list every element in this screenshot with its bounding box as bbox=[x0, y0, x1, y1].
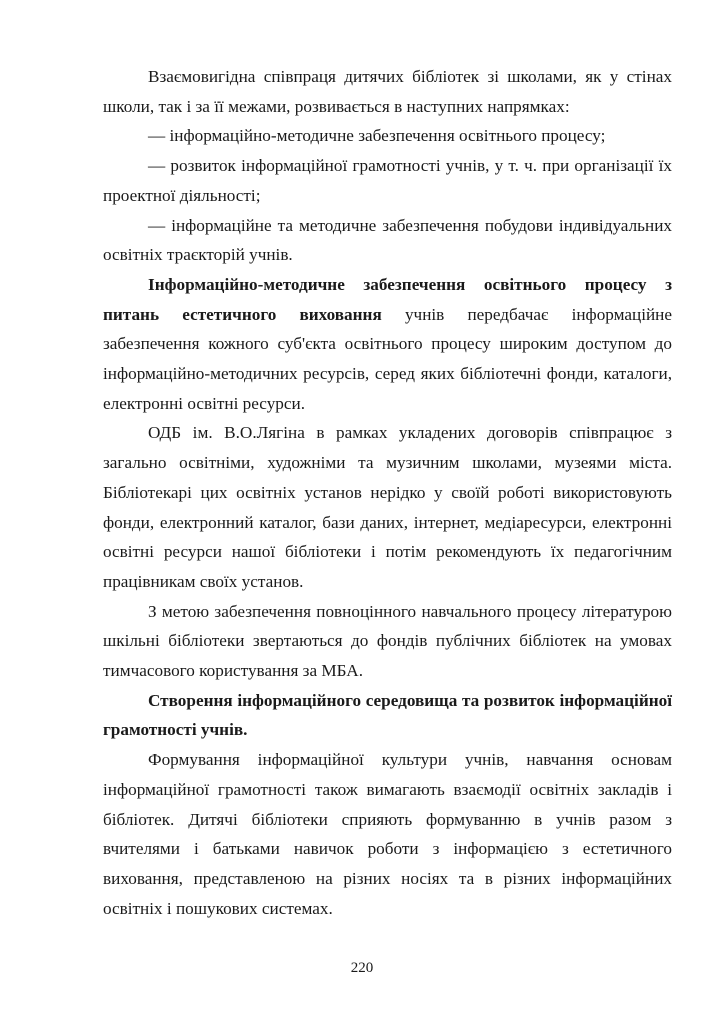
paragraph bbox=[103, 418, 672, 596]
paragraph-text: ОДБ ім. В.О.Лягіна в рамках укладених договорів співпрацює з загально освітніми, художніми та музичним школами, музеями міста. Бібліотекарі цих освітніх установ нерідко у своїй роботі використовують фонди, електронний каталог, бази даних, інтернет, медіаресурси, електронні освітні ресурси нашої бібліотеки і потім рекомендують їх педагогічним працівникам своїх установ. bbox=[103, 423, 672, 591]
list-item-text: — інформаційне та методичне забезпечення побудови індивідуальних освітніх траєкторій учнів. bbox=[103, 215, 672, 265]
section-heading-text: Створення інформаційного середовища та розвиток інформаційної грамотності учнів. bbox=[103, 690, 672, 740]
paragraph-bold-lead: Інформаційно-методичне забезпечення освітнього процесу з питань естетичного виховання bbox=[103, 274, 672, 324]
list-item bbox=[103, 121, 672, 151]
paragraph bbox=[103, 270, 672, 419]
paragraph-text: З метою забезпечення повноцінного навчального процесу літературою шкільні бібліотеки звертаються до фондів публічних бібліотек на умовах тимчасового користування за МБА. bbox=[103, 601, 672, 681]
document-body bbox=[103, 62, 672, 923]
paragraph-text: Взаємовигідна співпраця дитячих бібліотек зі школами, як у стінах школи, так і за її межами, розвивається в наступних напрямках: bbox=[103, 67, 672, 116]
paragraph bbox=[103, 745, 672, 923]
list-item bbox=[103, 211, 672, 270]
page-number: 220 bbox=[350, 960, 374, 976]
section-heading bbox=[103, 686, 672, 745]
paragraph bbox=[103, 62, 672, 121]
list-item-text: — розвиток інформаційної грамотності учнів, у т. ч. при організації їх проектної діяльності; bbox=[103, 156, 672, 205]
paragraph-text: Формування інформаційної культури учнів, навчання основам інформаційної грамотності також вимагають взаємодії освітніх закладів і бібліотек. Дитячі бібліотеки сприяють формуванню в учнів разом з вчителями і батьками навичок роботи з інформацією з естетичного виховання, представленою на різних носіях та в різних інформаційних освітніх і пошукових системах. bbox=[103, 750, 672, 918]
list-item bbox=[103, 151, 672, 210]
paragraph bbox=[103, 597, 672, 686]
paragraph-text: учнів передбачає інформаційне забезпечення кожного суб'єкта освітнього процесу широким доступом до інформаційно-методичних ресурсів, серед яких бібліотечні фонди, каталоги, електронні освітні ресурси. bbox=[103, 304, 673, 413]
list-item-text: — інформаційно-методичне забезпечення освітнього процесу; bbox=[148, 126, 606, 146]
